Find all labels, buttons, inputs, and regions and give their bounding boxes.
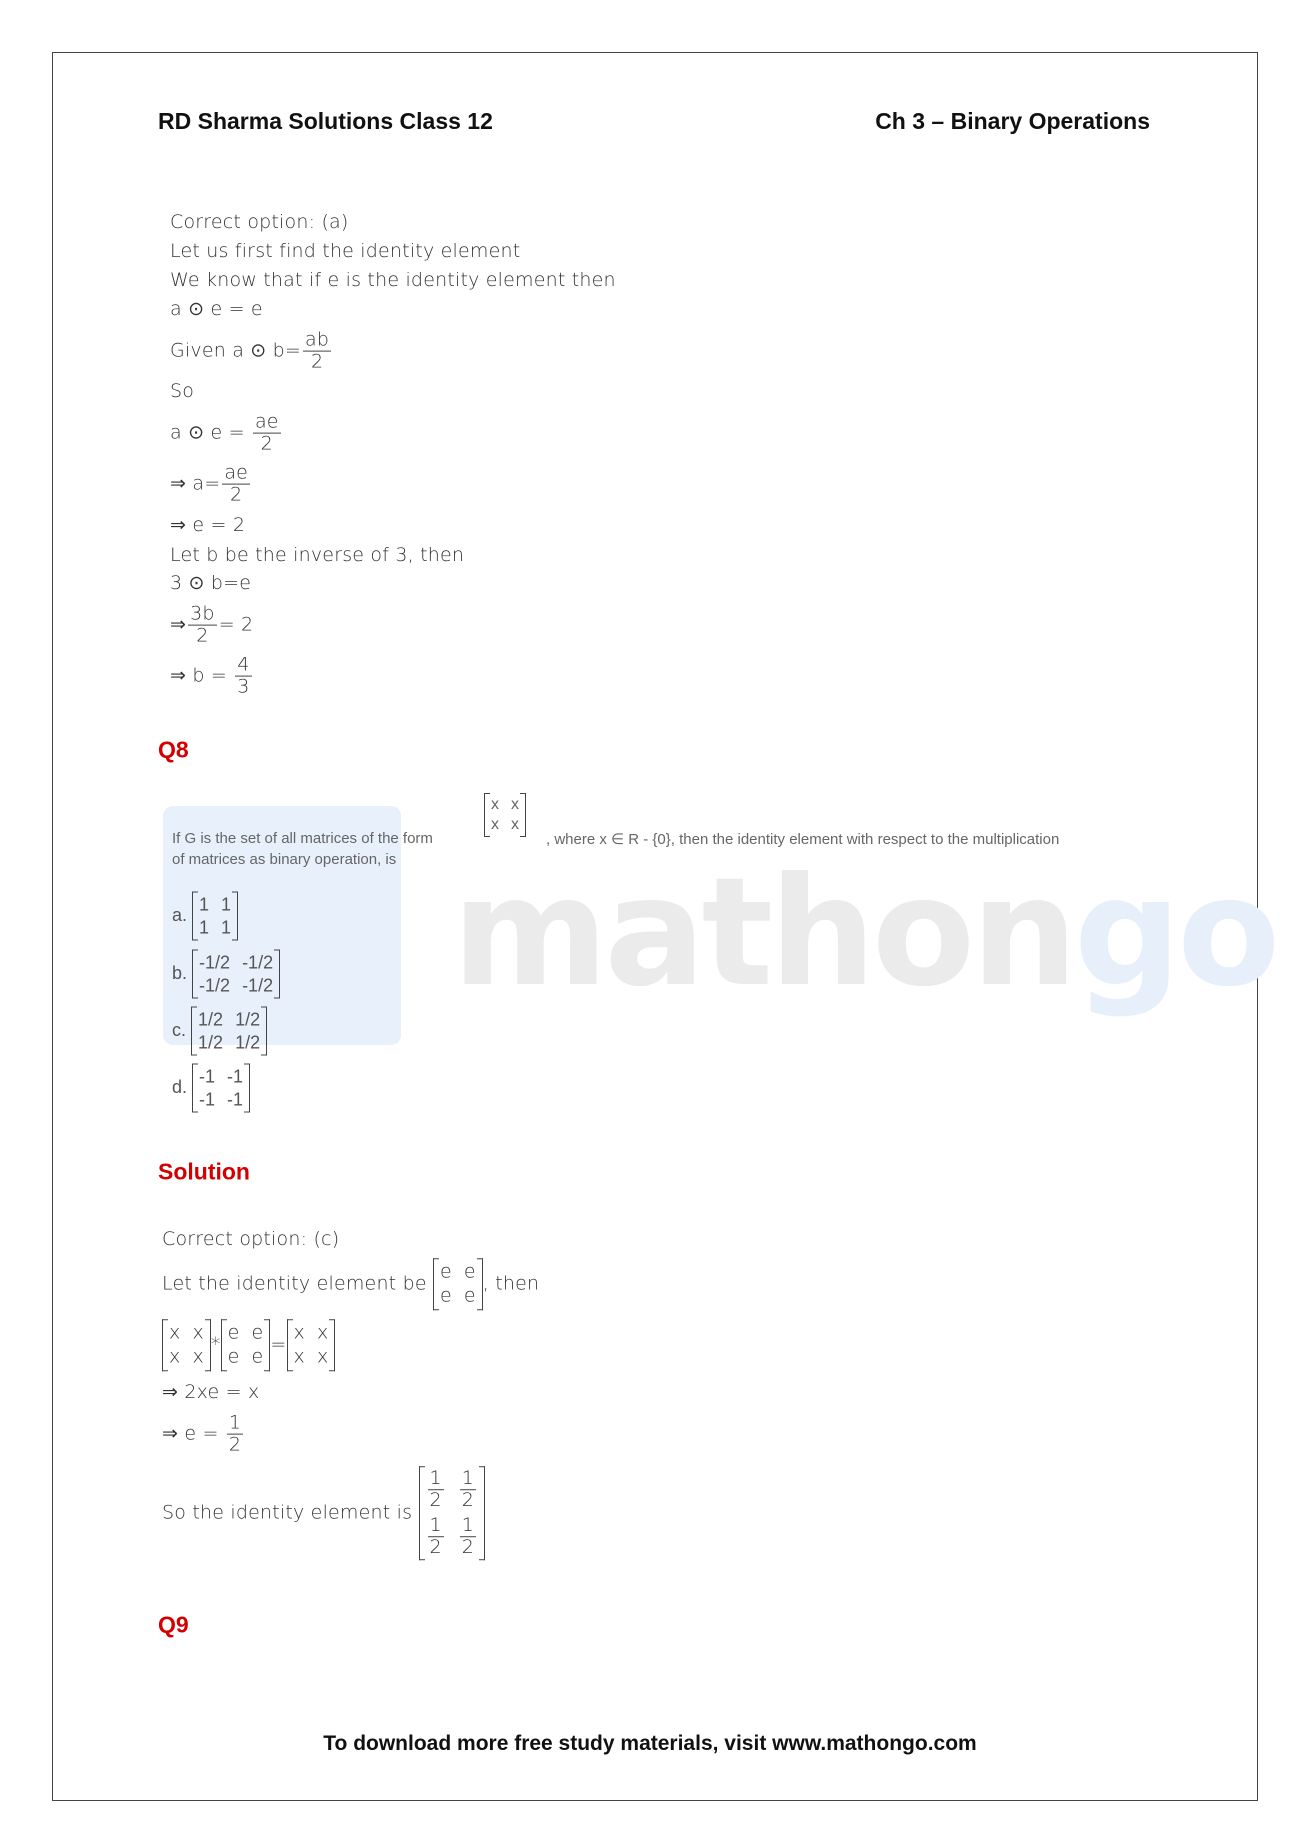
cell: x [169, 1345, 181, 1367]
denominator: 2 [196, 624, 209, 647]
cell: -1/2 [199, 975, 231, 995]
text: , then [482, 1272, 540, 1295]
text: ⇒ a= [170, 472, 221, 495]
option-letter: a. [172, 904, 188, 925]
fraction [235, 655, 251, 698]
cell: e [251, 1321, 264, 1344]
text: Given a ⊙ b= [170, 339, 302, 362]
solution-line [170, 655, 254, 698]
solution-line: Correct option: (c) [162, 1228, 340, 1250]
cell: 1/2 [235, 1009, 261, 1030]
matrix [192, 950, 280, 999]
denominator: 2 [429, 1535, 442, 1558]
fraction [227, 1413, 243, 1456]
cell: 1 [221, 894, 232, 915]
matrix [433, 1258, 483, 1310]
question-label: Q9 [158, 1611, 189, 1638]
denominator: 2 [461, 1489, 475, 1512]
numerator: 4 [237, 653, 250, 676]
cell: x [491, 796, 499, 813]
header-title: RD Sharma Solutions Class 12 [158, 108, 493, 134]
solution-line: Let b be the inverse of 3, then [170, 544, 465, 566]
header-chapter: Ch 3 – Binary Operations [875, 108, 1150, 134]
solution-line: a ⊙ e = e [170, 298, 263, 320]
numerator: 1 [429, 1514, 442, 1536]
solution-line: Let us first find the identity element [170, 240, 521, 262]
footer-link[interactable]: To download more free study materials, visit www.mathongo.com [323, 1732, 977, 1755]
numerator: 3b [190, 602, 215, 625]
matrix [221, 1319, 271, 1371]
solution-line: ⇒ e = 2 [170, 514, 246, 536]
matrix [419, 1466, 486, 1560]
numerator: ae [254, 410, 279, 433]
solution-line [162, 1413, 245, 1456]
fraction [253, 412, 281, 455]
text: = 2 [218, 613, 254, 636]
fraction [460, 1515, 476, 1558]
cell: e [251, 1345, 264, 1367]
option-letter: c. [172, 1019, 187, 1040]
matrix [484, 793, 526, 837]
denominator: 2 [230, 483, 243, 506]
solution-line: Correct option: (a) [170, 211, 349, 233]
question-text: If G is the set of all matrices of the form [172, 830, 433, 847]
fraction [428, 1515, 444, 1558]
cell: 1/2 [235, 1032, 261, 1052]
denominator: 2 [260, 432, 273, 455]
fraction [428, 1468, 444, 1511]
text: So the identity element is [162, 1501, 413, 1524]
denominator: 2 [461, 1535, 475, 1558]
solution-line: We know that if e is the identity element then [170, 269, 616, 291]
option-letter: b. [172, 962, 188, 983]
option-b[interactable] [172, 950, 280, 999]
question-text: of matrices as binary operation, is [172, 851, 397, 868]
cell: -1 [199, 1066, 216, 1087]
matrix-equation [162, 1319, 335, 1371]
question-label: Q8 [158, 736, 189, 763]
option-a[interactable] [172, 892, 238, 941]
solution-line [170, 463, 252, 506]
matrix [192, 892, 238, 941]
cell: 1 [221, 917, 232, 937]
numerator: 1 [461, 1514, 475, 1536]
cell: -1/2 [242, 952, 274, 973]
option-c[interactable] [172, 1007, 267, 1056]
option-d[interactable] [172, 1064, 250, 1113]
fraction [222, 463, 250, 506]
cell: 1/2 [198, 1032, 224, 1052]
cell: -1/2 [199, 952, 231, 973]
cell: -1 [199, 1089, 216, 1109]
text: ⇒ b = [170, 664, 234, 687]
cell: x [293, 1345, 305, 1367]
cell: x [511, 816, 519, 833]
matrix [192, 1064, 250, 1113]
solution-line [170, 330, 333, 373]
cell: x [511, 796, 519, 813]
cell: 1/2 [198, 1009, 224, 1030]
cell: -1 [227, 1066, 244, 1087]
cell: x [192, 1345, 204, 1367]
solution-line: 3 ⊙ b=e [170, 572, 252, 594]
cell: x [192, 1321, 204, 1344]
text: ⇒ e = [162, 1422, 225, 1445]
cell: x [491, 816, 499, 833]
cell: -1/2 [242, 975, 274, 995]
cell: e [439, 1284, 452, 1306]
watermark-accent: go [1073, 846, 1277, 1020]
solution-line [170, 604, 253, 647]
watermark [452, 846, 1277, 1020]
fraction [460, 1468, 476, 1511]
cell: 1 [199, 894, 210, 915]
numerator: 1 [429, 1467, 442, 1490]
cell: e [463, 1260, 476, 1283]
matrix [162, 1319, 211, 1371]
cell: x [316, 1321, 329, 1344]
solution-line [162, 1258, 539, 1310]
matrix-form [484, 793, 526, 837]
cell: 1 [199, 917, 210, 937]
matrix [287, 1319, 336, 1371]
solution-line [170, 412, 283, 455]
cell: x [169, 1321, 181, 1344]
denominator: 3 [237, 675, 250, 698]
solution-line [162, 1466, 485, 1560]
text: Let the identity element be [162, 1272, 427, 1295]
denominator: 2 [228, 1433, 242, 1456]
numerator: 1 [461, 1467, 475, 1490]
cell: x [316, 1345, 329, 1367]
operator: * [210, 1333, 221, 1356]
text: a ⊙ e = [170, 421, 251, 444]
solution-line: ⇒ 2xe = x [162, 1381, 260, 1403]
cell: e [439, 1260, 452, 1283]
numerator: ae [224, 461, 249, 484]
cell: e [463, 1284, 476, 1306]
cell: -1 [227, 1089, 244, 1109]
denominator: 2 [310, 350, 324, 373]
operator: = [270, 1333, 287, 1356]
option-letter: d. [172, 1076, 188, 1097]
solution-line: So [170, 380, 195, 402]
question-text: , where x ∈ R - {0}, then the identity element with respect to the multiplication [546, 831, 1060, 848]
solution-label: Solution [158, 1158, 250, 1185]
denominator: 2 [429, 1489, 442, 1512]
fraction [188, 604, 217, 647]
matrix [191, 1007, 267, 1056]
numerator: 1 [228, 1411, 242, 1434]
cell: e [227, 1345, 240, 1367]
cell: e [227, 1321, 240, 1344]
numerator: ab [305, 328, 330, 351]
cell: x [293, 1321, 305, 1344]
watermark-main: mathon [452, 846, 1074, 1020]
fraction [303, 330, 331, 373]
text: ⇒ [170, 613, 187, 636]
